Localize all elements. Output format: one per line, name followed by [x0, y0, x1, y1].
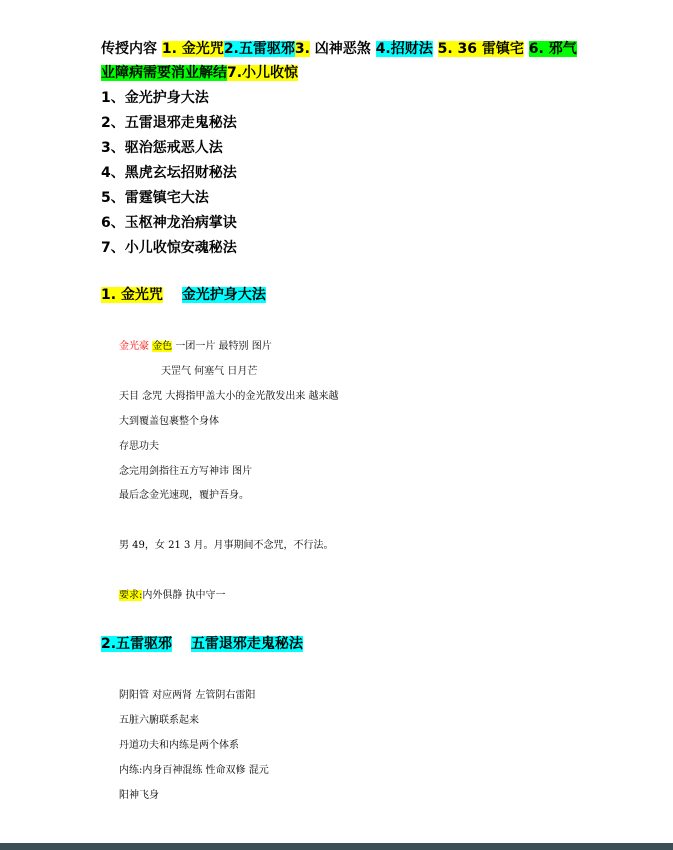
requirement-label: 要求: [119, 590, 143, 601]
toc-item: 7、小儿收惊安魂秘法 [101, 240, 237, 256]
toc-item: 6、玉枢神龙治病掌诀 [101, 215, 237, 231]
intro-item-7: 7.小儿收惊 [227, 65, 299, 81]
section1-line-1 [119, 339, 272, 355]
toc-item: 2、五雷退邪走鬼秘法 [101, 115, 237, 131]
section1-line-5: 存思功夫 [119, 441, 159, 452]
requirement-text: 内外俱静 执中守一 [142, 590, 226, 601]
section1-label: 1. 金光咒 [101, 287, 163, 303]
section2-line-3: 丹道功夫和内练是两个体系 [119, 740, 239, 751]
intro-prefix: 传授内容 [101, 41, 157, 57]
intro-item-3-number: 3. [294, 41, 310, 57]
golden-color-term: 金色 [152, 341, 173, 352]
section1-line-3: 天目 念咒 大拇指甲盖大小的金光散发出来 越来越 [119, 391, 339, 402]
section1-heading [101, 284, 266, 306]
toc-item: 3、驱治惩戒恶人法 [101, 140, 223, 156]
section2-heading [101, 633, 303, 655]
section1-line-4: 大到覆盖包裹整个身体 [119, 416, 219, 427]
section1-line-6: 念完用剑指往五方写神讳 图片 [119, 466, 253, 477]
intro-item-6: 6. 邪气 业障病需要消业解结 [101, 41, 577, 81]
intro-paragraph [101, 37, 591, 85]
section2-line-2: 五脏六腑联系起来 [119, 715, 199, 726]
intro-item-4: 4.招财法 [375, 41, 433, 57]
table-of-contents [101, 86, 237, 261]
toc-item: 4、黑虎玄坛招财秘法 [101, 165, 237, 181]
section1-line-8: 男 49，女 21 3 月。月事期间不念咒，不行法。 [119, 540, 334, 551]
section1-title: 金光护身大法 [181, 287, 266, 303]
section1-line-1-rest: 一团一片 最特别 图片 [172, 341, 272, 352]
section1-line-7: 最后念金光速现，覆护吾身。 [119, 490, 249, 501]
golden-light-term: 金光豪 [119, 341, 149, 352]
section2-label: 2.五雷驱邪 [101, 636, 173, 652]
intro-item-5: 5. 36 雷镇宅 [437, 41, 524, 57]
section2-line-1: 阴阳管 对应两肾 左管阴右雷阳 [119, 690, 256, 701]
section2-line-4: 内练:内身百神混练 性命双修 混元 [119, 765, 269, 776]
intro-item-2: 2.五雷驱邪 [223, 41, 295, 57]
section2-line-5: 阳神飞身 [119, 790, 159, 801]
intro-item-1: 1. 金光咒 [161, 41, 224, 57]
toc-item: 1、金光护身大法 [101, 90, 209, 106]
toc-item: 5、雷霆镇宅大法 [101, 190, 209, 206]
section1-line-2: 天罡气 何塞气 日月芒 [161, 366, 258, 377]
section1-requirement [119, 588, 226, 604]
section2-title: 五雷退邪走鬼秘法 [190, 636, 303, 652]
footer-bar [0, 843, 673, 850]
intro-item-3-text: 凶神恶煞 [309, 41, 371, 57]
